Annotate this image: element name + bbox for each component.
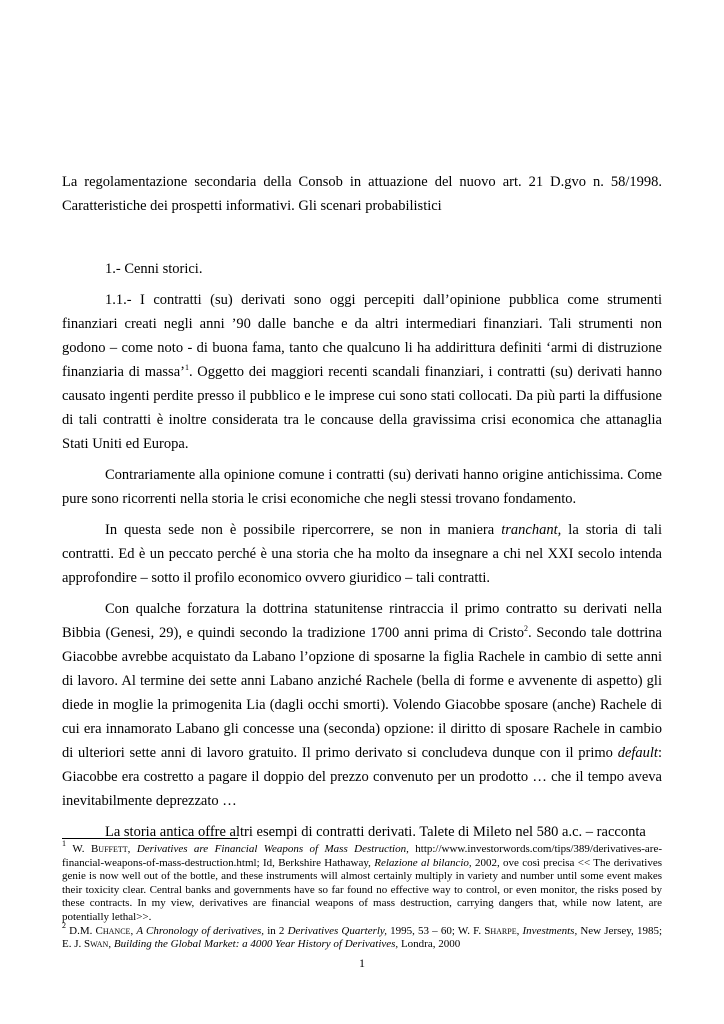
paragraph-4: Con qualche forzatura la dottrina statunitense rintraccia il primo contratto su derivati nella Bibbia (Genesi, 29), e quindi secondo la tradizione 1700 anni prima di Cristo$^2$. Secondo tale dottrina Giacobbe avrebbe acquistato da Labano l’opzione di sposarne la figlia Rachele in cambio di sette anni di lavoro. Al termine dei sette anni Labano anziché Rachele (bella di forme e avvenente di aspetto) gli diede in moglie la primogenita Lia (dagli occhi smorti). Volendo Giacobbe sposare (anche) Rachele di cui era innamorato Labano gli concesse una (seconda) opzione: il diritto di sposare Rachele in cambio di ulteriori sette anni di lavoro gratuito. Il primo derivato si concludeva dunque con il primo default: Giacobbe era costretto a pagare il doppio del prezzo convenuto per un prodotto … che il tempo aveva inevitabilmente deprezzato … — [62, 601, 662, 809]
footnote-1: $^1$ W. Buffett, Derivatives are Financial Weapons of Mass Destruction, http://www.investorwords.com/tips/389/derivatives-are-financial-weapons-of-mass-destruction.html; Id, Berkshire Hathaway, Relazione al bilancio, 2002, ove così precisa << The derivatives genie is now well out of the bottle, and these instruments will almost certainly multiply in variety and number until some event makes their toxicity clear. Central banks and governments have so far found no effective way to control, or even monitor, the risks posed by these contracts. In my view, derivatives are financial weapons of mass destruction, carrying dangers that, while now latent, are potentially lethal>>. — [62, 839, 662, 923]
footnote-2: $^2$ D.M. Chance, A Chronology of derivatives, in 2 Derivatives Quarterly, 1995, 53 – 60; W. F. Sharpe, Investments, New Jersey, 1985; E. J. Swan, Building the Global Market: a 4000 Year History of Derivatives, Londra, 2000 — [62, 920, 663, 951]
paragraph-5: La storia antica offre altri esempi di contratti derivati. Talete di Mileto nel 580 a.c. – racconta — [105, 824, 646, 840]
paragraph-2: Contrariamente alla opinione comune i contratti (su) derivati hanno origine antichissima. Come pure sono ricorrenti nella storia le crisi economiche che negli stessi trovano fondamento. — [62, 467, 662, 507]
footnote-separator — [62, 838, 238, 839]
footnote-ref-1[interactable]: 1 — [184, 363, 189, 372]
section-heading: 1.- Cenni storici. — [105, 261, 203, 277]
document-title: La regolamentazione secondaria della Consob in attuazione del nuovo art. 21 D.gvo n. 58/1998. Caratteristiche dei prospetti informativi. Gli scenari probabilistici — [62, 174, 662, 214]
paragraph-3: In questa sede non è possibile ripercorrere, se non in maniera tranchant, la storia di tali contratti. Ed è un peccato perché è una storia che ha molto da insegnare a chi nel XXI secolo intenda approfondire – sotto il profilo economico ovvero giuridico – tali contratti. — [62, 522, 662, 586]
page-number: 1 — [359, 956, 365, 970]
paragraph-1: 1.1.- I contratti (su) derivati sono oggi percepiti dall’opinione pubblica come strumenti finanziari creati negli anni ’90 dalle banche e da altri intermediari finanziari. Tali strumenti non godono – come noto - di buona fama, tanto che qualcuno li ha addirittura definiti ‘armi di distruzione finanziaria di massa’$^1$. Oggetto dei maggiori recenti scandali finanziari, i contratti (su) derivati hanno causato ingenti perdite presso il pubblico e le imprese cui sono stati collocati. Da più parti la diffusione di tali contratti è inoltre considerata tra le concause della gravissima crisi economica che attanaglia Stati Uniti ed Europa. — [62, 292, 662, 452]
footnotes — [62, 839, 663, 952]
footnote-ref-2[interactable]: 2 — [523, 624, 528, 633]
body-text — [62, 288, 662, 851]
